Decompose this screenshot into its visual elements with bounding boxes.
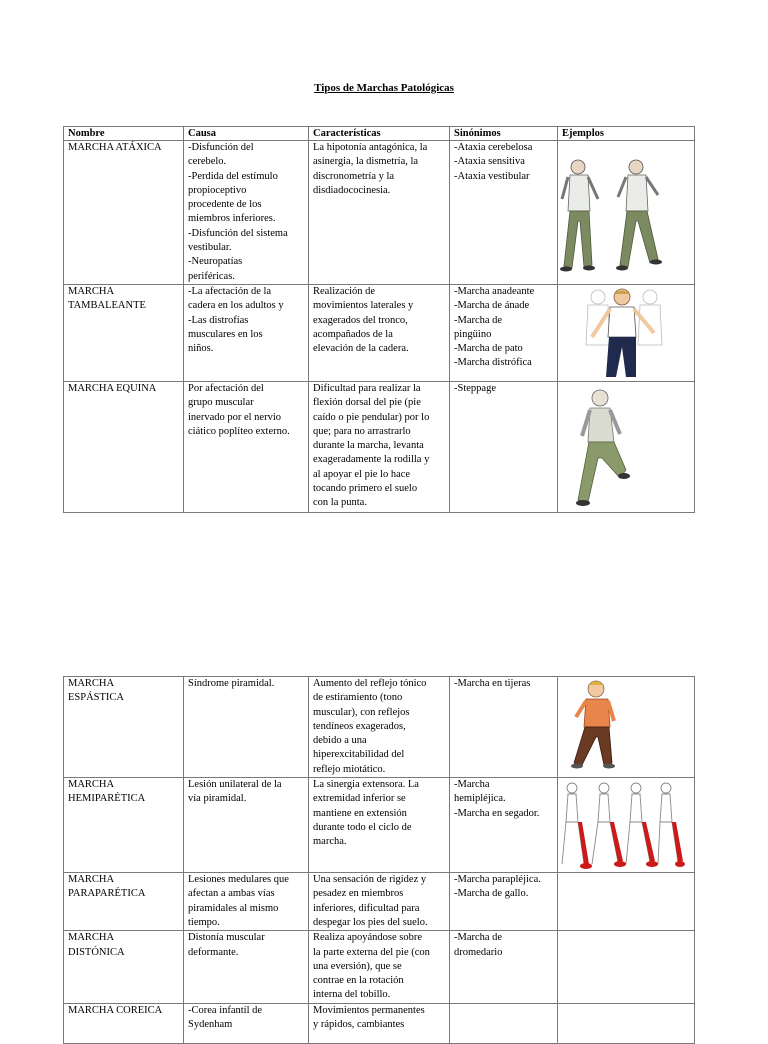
cell-text: HEMIPARÉTICA <box>68 793 146 805</box>
cell-text: Distonía muscular <box>188 932 265 944</box>
cell-text: hiperexcitabilidad del <box>313 749 405 761</box>
cell-text: MARCHA COREICA <box>68 1004 163 1016</box>
cell-text: reflejo miotático. <box>313 763 386 775</box>
cell-caracteristicas <box>309 931 450 1003</box>
cell-sinonimos <box>450 778 558 873</box>
table-row <box>64 677 695 778</box>
header-sinonimos: Sinónimos <box>450 127 558 141</box>
cell-text: interna del tobillo. <box>313 989 391 1001</box>
cell-text: con la punta. <box>313 497 367 509</box>
cell-sinonimos <box>450 284 558 381</box>
cell-text: MARCHA <box>68 932 115 944</box>
cell-text: MARCHA <box>68 874 115 886</box>
cell-nombre <box>64 873 184 931</box>
cell-causa <box>184 873 309 931</box>
cell-text: niños. <box>188 343 214 355</box>
table-row <box>64 1003 695 1043</box>
cell-text: ESPÁSTICA <box>68 692 125 704</box>
cell-ejemplo <box>558 677 695 778</box>
cell-text: deformante. <box>188 946 239 958</box>
cell-text: Por afectación del <box>188 382 264 394</box>
cell-causa <box>184 284 309 381</box>
cell-text: exagerados del tronco, <box>313 314 408 326</box>
table-row <box>64 873 695 931</box>
cell-text: -Ataxia cerebelosa <box>454 142 533 153</box>
cell-sinonimos <box>450 931 558 1003</box>
cell-text: miembros inferiores. <box>188 213 276 225</box>
cell-text: -Neuropatías <box>188 256 243 268</box>
cell-text: -Marcha de ánade <box>454 300 530 312</box>
cell-text: elevación de la cadera. <box>313 343 409 355</box>
cell-ejemplo <box>558 778 695 873</box>
cell-caracteristicas <box>309 677 450 778</box>
cell-text: cerebelo. <box>188 156 227 168</box>
cell-text: -Ataxia sensitiva <box>454 156 525 168</box>
cell-text: debido a una <box>313 735 367 747</box>
cell-sinonimos <box>450 1003 558 1043</box>
cell-text: extremidad inferior se <box>313 793 406 805</box>
cell-text: acompañados de la <box>313 328 393 340</box>
cell-text: MARCHA ATÁXICA <box>68 142 162 153</box>
cell-text: piramidales al mismo <box>188 902 279 914</box>
cell-text: inferiores, dificultad para <box>313 902 420 914</box>
cell-causa <box>184 778 309 873</box>
gait-table-part-1 <box>63 126 695 513</box>
cell-sinonimos <box>450 381 558 512</box>
cell-text: muscular), con reflejos <box>313 706 410 718</box>
cell-text: de estiramiento (tono <box>313 692 403 704</box>
steppage-man-icon <box>558 382 686 510</box>
cell-text: Síndrome piramidal. <box>188 678 275 689</box>
table-row <box>64 931 695 1003</box>
cell-text: ciático poplíteo externo. <box>188 425 290 437</box>
cell-nombre <box>64 778 184 873</box>
cell-text: que; para no arrastrarlo <box>313 425 411 437</box>
table-header-row <box>64 127 695 141</box>
cell-text: La hipotonía antagónica, la <box>313 142 428 153</box>
cell-text: discronometría y la <box>313 170 395 182</box>
cell-text: -Marcha de pato <box>454 343 523 355</box>
cell-text: marcha. <box>313 836 347 848</box>
cell-text: durante todo el ciclo de <box>313 821 412 833</box>
cell-ejemplo <box>558 284 695 381</box>
cell-causa <box>184 1003 309 1043</box>
cell-text: Realiza apoyándose sobre <box>313 932 423 944</box>
cell-text: y rápidos, cambiantes <box>313 1019 405 1031</box>
cell-sinonimos <box>450 141 558 285</box>
table-row <box>64 141 695 285</box>
cell-text: Realización de <box>313 285 376 297</box>
cell-text: hemipléjica. <box>454 793 506 805</box>
header-causa: Causa <box>184 127 309 141</box>
cell-text: -Marcha distrófica <box>454 357 532 369</box>
header-caracteristicas: Características <box>309 127 450 141</box>
cell-caracteristicas <box>309 1003 450 1043</box>
cell-text: mantiene en extensión <box>313 807 407 819</box>
cell-text: -Marcha de gallo. <box>454 888 529 900</box>
hemiparetic-gait-sequence-icon <box>558 778 686 872</box>
cell-text: durante la marcha, levanta <box>313 440 424 452</box>
cell-text: -Marcha de <box>454 314 503 326</box>
cell-text: la parte externa del pie (con <box>313 946 430 958</box>
cell-text: Lesiones medulares que <box>188 874 289 886</box>
gait-table-part-2 <box>63 676 695 1044</box>
cell-text: -Disfunción del <box>188 142 254 153</box>
cell-text: -La afectación de la <box>188 285 272 297</box>
cell-caracteristicas <box>309 778 450 873</box>
cell-text: procedente de los <box>188 199 262 211</box>
cell-nombre <box>64 1003 184 1043</box>
cell-text: -Marcha en tijeras <box>454 678 531 689</box>
cell-text: asinergia, la dismetría, la <box>313 156 419 168</box>
cell-sinonimos <box>450 677 558 778</box>
cell-text: -Marcha parapléjica. <box>454 874 541 886</box>
cell-causa <box>184 931 309 1003</box>
cell-ejemplo <box>558 873 695 931</box>
cell-nombre <box>64 677 184 778</box>
cell-text: una eversión), que se <box>313 960 402 972</box>
cell-nombre <box>64 381 184 512</box>
cell-ejemplo <box>558 381 695 512</box>
table-row <box>64 381 695 512</box>
cell-caracteristicas <box>309 381 450 512</box>
cell-text: MARCHA <box>68 779 115 791</box>
cell-text: musculares en los <box>188 328 263 340</box>
waddling-man-icon <box>558 285 686 381</box>
cell-text: PARAPARÉTICA <box>68 888 146 900</box>
cell-text: -Ataxia vestibular <box>454 170 530 182</box>
cell-text: cadera en los adultos y <box>188 300 284 312</box>
cell-text: Dificultad para realizar la <box>313 382 421 394</box>
cell-text: inervado por el nervio <box>188 411 282 423</box>
cell-ejemplo <box>558 141 695 285</box>
cell-ejemplo <box>558 931 695 1003</box>
header-ejemplos: Ejemplos <box>558 127 695 141</box>
cell-text: vestibular. <box>188 242 232 254</box>
cell-text: dromedario <box>454 946 503 958</box>
cell-text: Una sensación de rigidez y <box>313 874 427 886</box>
cell-text: tocando primero el suelo <box>313 483 418 495</box>
cell-text: contrae en la rotación <box>313 975 404 987</box>
page-title: Tipos de Marchas Patológicas <box>314 82 454 94</box>
cell-text: -Steppage <box>454 382 496 394</box>
cell-text: al apoyar el pie lo hace <box>313 468 411 480</box>
cell-text: Movimientos permanentes <box>313 1004 425 1016</box>
header-nombre: Nombre <box>64 127 184 141</box>
cell-text: pesadez en miembros <box>313 888 404 900</box>
cell-text: -Disfunción del sistema <box>188 227 288 239</box>
cell-text: flexión dorsal del pie (pie <box>313 397 421 409</box>
two-elderly-men-walking-icon <box>558 141 686 281</box>
cell-nombre <box>64 931 184 1003</box>
cell-text: propioceptivo <box>188 184 247 196</box>
scissor-gait-man-icon <box>558 677 686 773</box>
cell-text: -Marcha de <box>454 932 503 944</box>
cell-text: tiempo. <box>188 916 220 928</box>
cell-text: -Las distrofías <box>188 314 249 326</box>
cell-causa <box>184 381 309 512</box>
cell-text: MARCHA <box>68 678 115 689</box>
cell-text: tendíneos exagerados, <box>313 720 406 732</box>
cell-ejemplo <box>558 1003 695 1043</box>
cell-text: -Marcha <box>454 779 490 791</box>
cell-nombre <box>64 284 184 381</box>
table-row <box>64 778 695 873</box>
cell-text: periféricas. <box>188 270 235 282</box>
cell-text: exageradamente la rodilla y <box>313 454 430 466</box>
cell-text: grupo muscular <box>188 397 254 409</box>
cell-text: La sinergia extensora. La <box>313 779 419 791</box>
cell-causa <box>184 677 309 778</box>
cell-text: afectan a ambas vías <box>188 888 275 900</box>
cell-text: Aumento del reflejo tónico <box>313 678 427 689</box>
cell-caracteristicas <box>309 284 450 381</box>
cell-caracteristicas <box>309 141 450 285</box>
cell-caracteristicas <box>309 873 450 931</box>
cell-text: Sydenham <box>188 1019 233 1031</box>
cell-text: disdiadococinesia. <box>313 184 391 196</box>
cell-text: -Corea infantil de <box>188 1004 263 1016</box>
cell-sinonimos <box>450 873 558 931</box>
cell-text: -Marcha anadeante <box>454 285 535 297</box>
cell-text: despegar los pies del suelo. <box>313 916 428 928</box>
cell-text: TAMBALEANTE <box>68 300 146 312</box>
cell-text: MARCHA EQUINA <box>68 382 157 394</box>
cell-text: DISTÓNICA <box>68 946 125 958</box>
cell-text: vía piramidal. <box>188 793 247 805</box>
cell-text: caído o pie pendular) por lo <box>313 411 430 423</box>
cell-text: movimientos laterales y <box>313 300 414 312</box>
cell-text: MARCHA <box>68 285 115 297</box>
cell-causa <box>184 141 309 285</box>
cell-nombre <box>64 141 184 285</box>
table-row <box>64 284 695 381</box>
cell-text: Lesión unilateral de la <box>188 779 282 791</box>
cell-text: -Perdida del estímulo <box>188 170 278 182</box>
cell-text: -Marcha en segador. <box>454 807 540 819</box>
cell-text: pingüino <box>454 328 492 340</box>
